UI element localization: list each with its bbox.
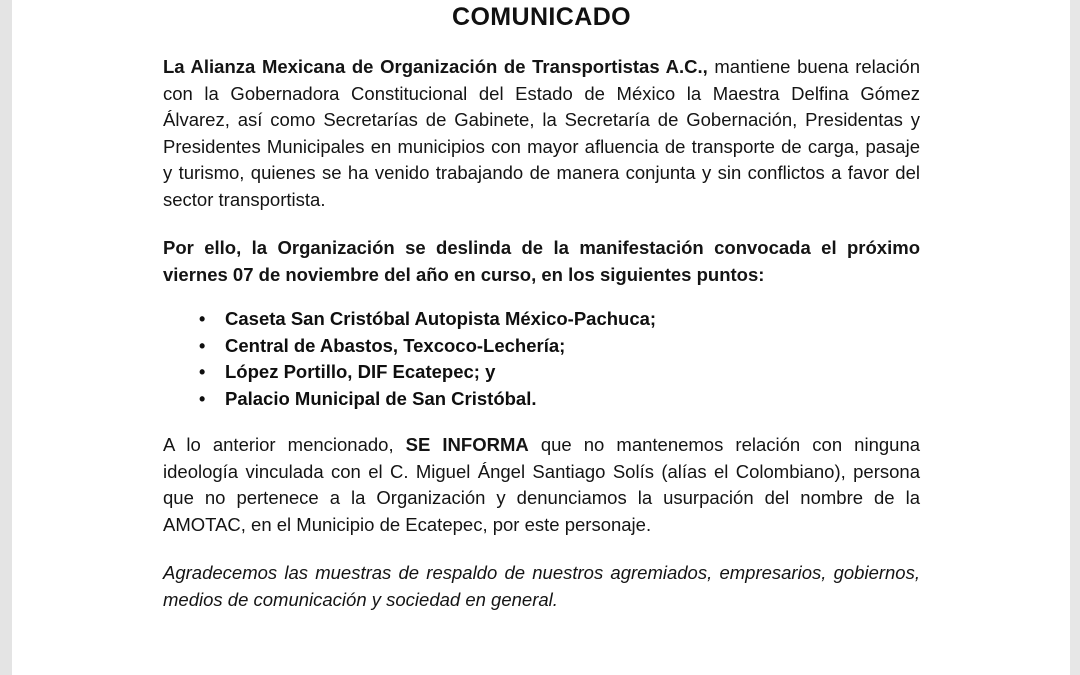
paragraph-agradecimiento: Agradecemos las muestras de respaldo de nuestros agremiados, empresarios, gobiernos, medios de comunicación y sociedad en general.: [163, 562, 920, 610]
list-item: • Central de Abastos, Texcoco-Lechería;: [225, 333, 920, 360]
spacer: [163, 288, 920, 306]
list-item: • López Portillo, DIF Ecatepec; y: [225, 359, 920, 386]
document-content: [163, 0, 920, 613]
spacer: [163, 32, 920, 54]
spacer: [163, 412, 920, 432]
list-item: • Palacio Municipal de San Cristóbal.: [225, 386, 920, 413]
spacer: [163, 538, 920, 560]
page-left-margin: [0, 0, 12, 675]
locations-list: [163, 306, 920, 412]
organization-name: La Alianza Mexicana de Organización de Transportistas A.C.,: [163, 56, 708, 77]
paragraph-informa: [163, 432, 920, 538]
paragraph-deslinde: Por ello, la Organización se deslinda de la manifestación convocada el próximo viernes 07 de noviembre del año en curso, en los siguientes puntos:: [163, 237, 920, 285]
page-title: COMUNICADO: [452, 3, 631, 31]
paragraph-intro: [163, 54, 920, 213]
page-right-margin: [1070, 0, 1080, 675]
paragraph-informa-before: A lo anterior mencionado,: [163, 434, 406, 455]
paragraph-informa-after: que no mantenemos relación con ninguna ideología vinculada con el C. Miguel Ángel Santiago Solís (alías el Colombiano), persona que no pertenece a la Organización y denunciamos la usurpación del nombre de la AMOTAC, en el Municipio de Ecatepec, por este personaje.: [163, 434, 921, 535]
list-item: • Caseta San Cristóbal Autopista México-Pachuca;: [225, 306, 920, 333]
se-informa-emphasis: SE INFORMA: [405, 434, 529, 455]
spacer: [163, 213, 920, 235]
paragraph-intro-text: mantiene buena relación con la Gobernadora Constitucional del Estado de México la Maestra Delfina Gómez Álvarez, así como Secretarías de Gabinete, la Secretaría de Gobernación, Presidentas y Presidentes Municipales en municipios con mayor afluencia de transporte de carga, pasaje y turismo, quienes se ha venido trabajando de manera conjunta y sin conflictos a favor del sector transportista.: [163, 56, 920, 210]
